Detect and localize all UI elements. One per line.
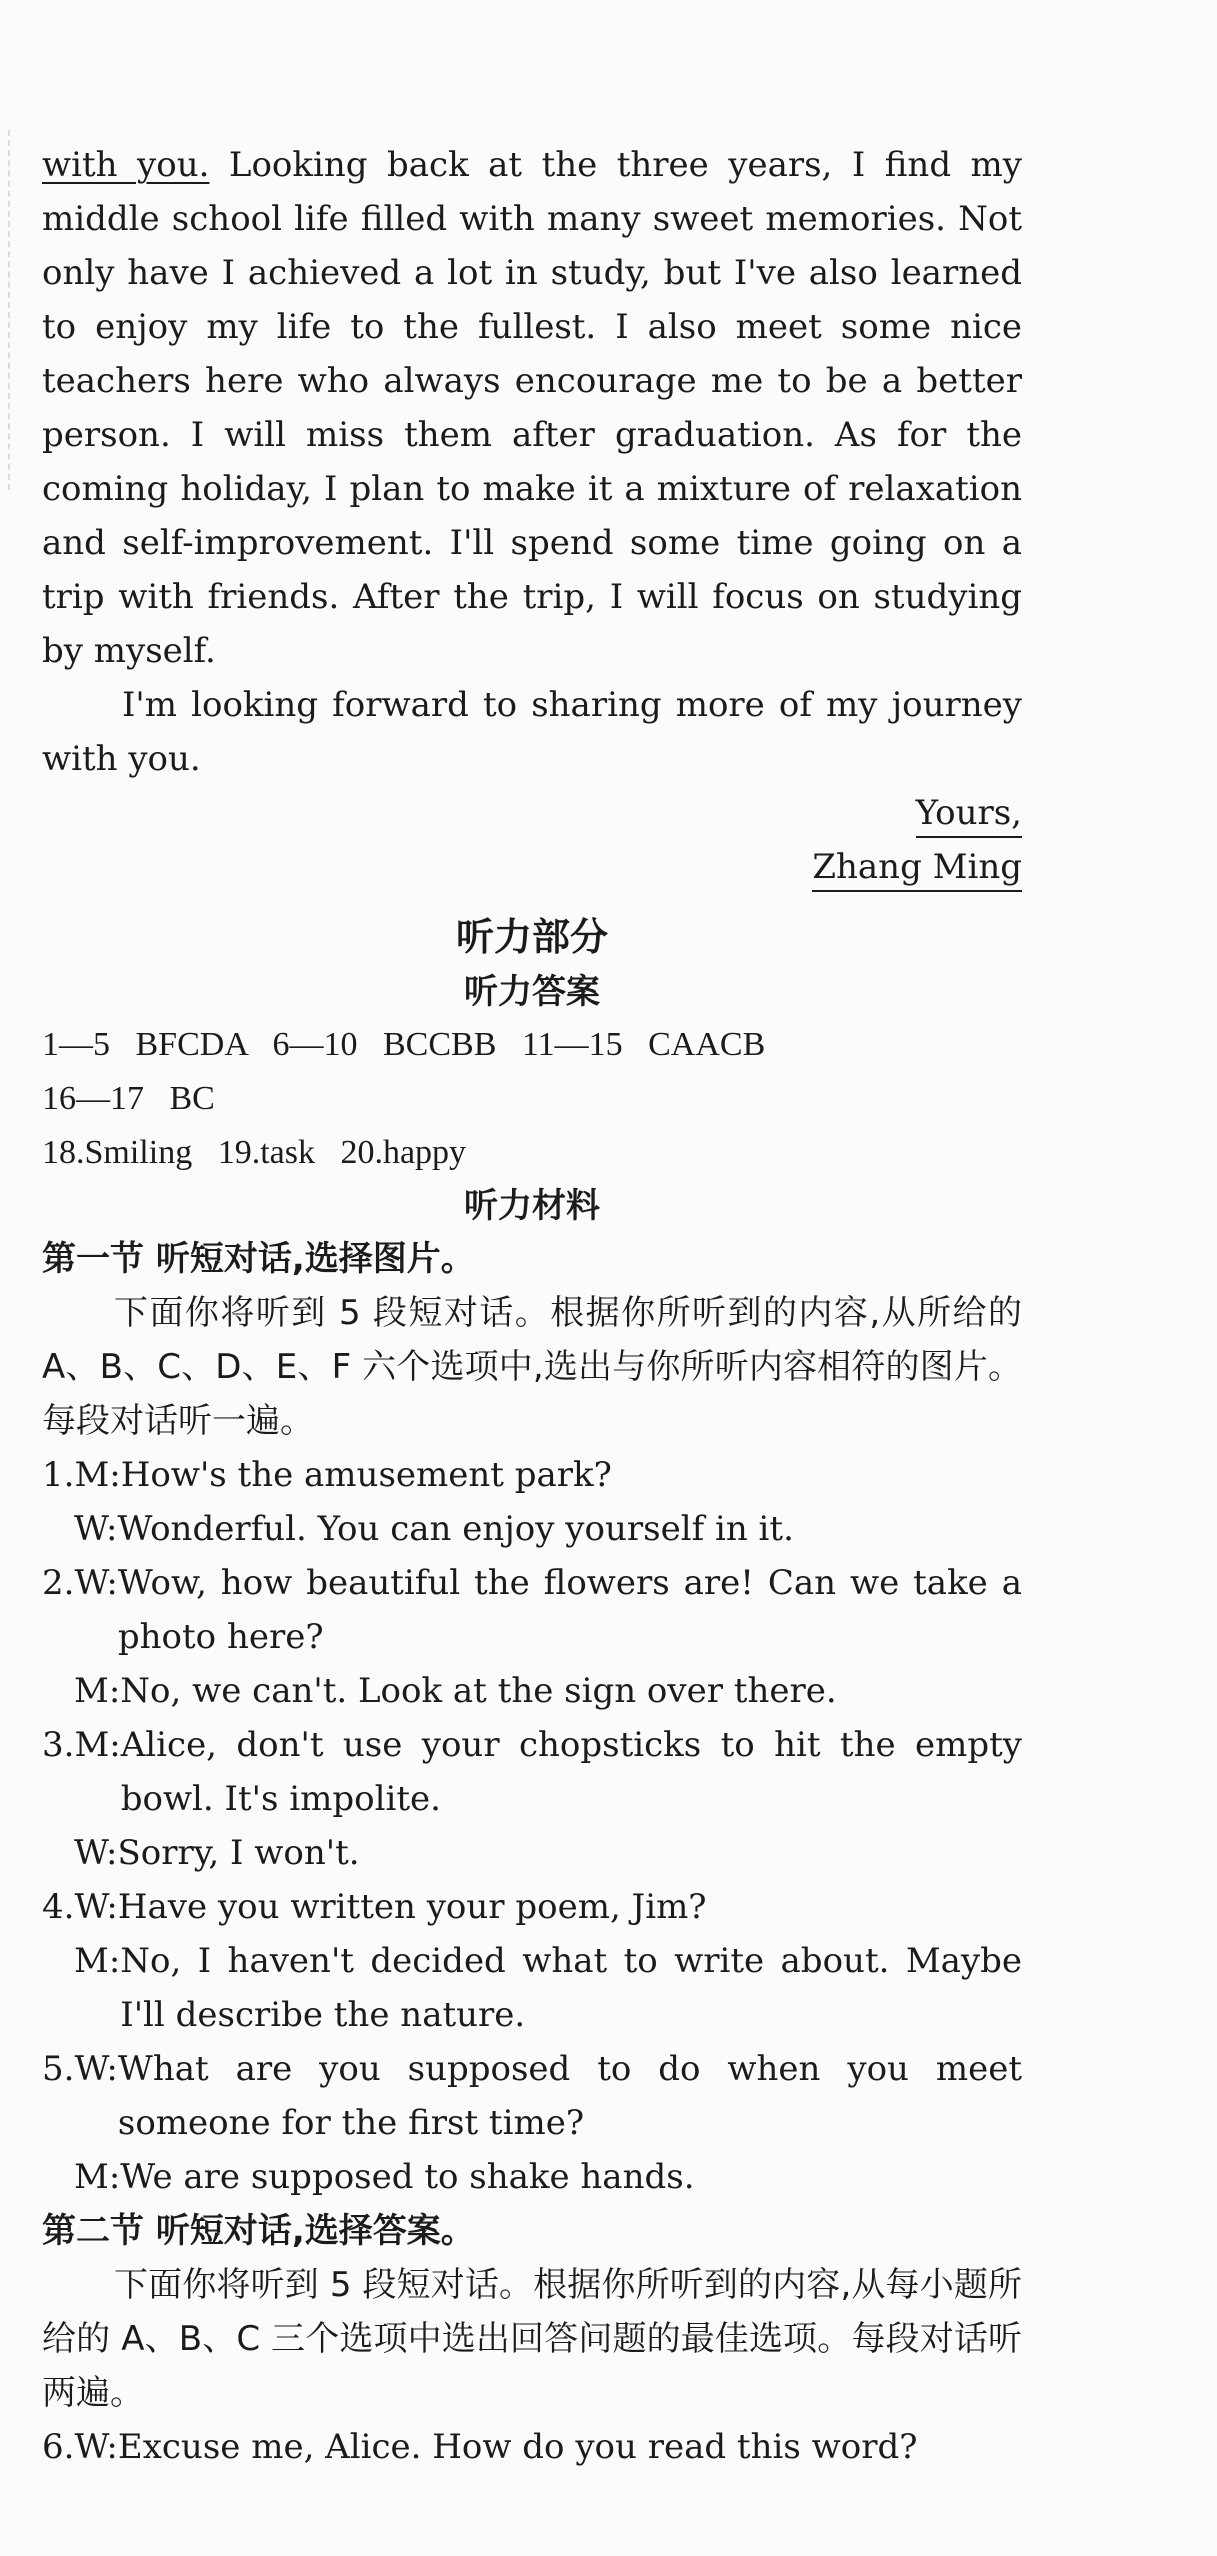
answers-title: 听力答案 bbox=[464, 972, 600, 1012]
dialogue-speaker: M: bbox=[74, 1941, 121, 1981]
dialogue-line bbox=[42, 1448, 1022, 1502]
letter-signature bbox=[42, 840, 1022, 894]
dialogue-speaker: 3.M: bbox=[42, 1725, 121, 1765]
document-content bbox=[42, 138, 1022, 2474]
answers-line-3: 18.Smiling 19.task 20.happy bbox=[42, 1134, 467, 1171]
dialogue-line bbox=[42, 1718, 1022, 1826]
dialogue-text: No, we can't. Look at the sign over there. bbox=[120, 1671, 837, 1711]
dialogue-line bbox=[42, 2420, 1022, 2474]
part2-heading: 第二节 听短对话,选择答案。 bbox=[42, 2211, 475, 2251]
letter-paragraph-1 bbox=[42, 138, 1022, 678]
dialogue-speaker: 6.W: bbox=[42, 2427, 118, 2467]
dialogue-text: Wow, how beautiful the flowers are! Can we take a photo here? bbox=[117, 1563, 1022, 1657]
dialogue-text: Sorry, I won't. bbox=[117, 1833, 360, 1873]
dialogue-line bbox=[42, 1826, 1022, 1880]
dialogue-speaker: 5.W: bbox=[42, 2049, 118, 2089]
letter-closing bbox=[42, 786, 1022, 840]
dialogue-text: Excuse me, Alice. How do you read this word? bbox=[117, 2427, 918, 2467]
dialogue-text: Have you written your poem, Jim? bbox=[117, 1887, 707, 1927]
dialogue-line bbox=[42, 2150, 1022, 2204]
dialogue-text: We are supposed to shake hands. bbox=[120, 2157, 695, 2197]
dialogue-line bbox=[42, 1664, 1022, 1718]
signature-name: Zhang Ming bbox=[812, 844, 1022, 892]
dialogue-speaker: 2.W: bbox=[42, 1563, 118, 1603]
dialogue-line bbox=[42, 2042, 1022, 2150]
closing-yours: Yours, bbox=[916, 790, 1022, 838]
dialogue-text: No, I haven't decided what to write about. Maybe I'll describe the nature. bbox=[120, 1941, 1022, 2035]
dialogue-text: What are you supposed to do when you meet someone for the first time? bbox=[117, 2049, 1022, 2143]
answers-line-2: 16—17 BC bbox=[42, 1080, 215, 1117]
dialogue-speaker: M: bbox=[74, 1671, 121, 1711]
dialogue-text: How's the amusement park? bbox=[120, 1455, 612, 1495]
page-edge-divider bbox=[8, 130, 12, 490]
listening-section-title: 听力部分 bbox=[455, 915, 608, 959]
dialogue-speaker: M: bbox=[74, 2157, 121, 2197]
answers-line-1: 1—5 BFCDA 6—10 BCCBB 11—15 CAACB bbox=[42, 1026, 766, 1063]
part1-heading: 第一节 听短对话,选择图片。 bbox=[42, 1239, 475, 1279]
dialogue-text: Wonderful. You can enjoy yourself in it. bbox=[117, 1509, 794, 1549]
part2-dialogues bbox=[42, 2420, 1022, 2474]
dialogue-line bbox=[42, 1556, 1022, 1664]
dialogue-line bbox=[42, 1934, 1022, 2042]
dialogue-line bbox=[42, 1880, 1022, 1934]
part1-instructions: 下面你将听到 5 段短对话。根据你所听到的内容,从所给的 A、B、C、D、E、F 六个选项中,选出与你所听内容相符的图片。每段对话听一遍。 bbox=[42, 1293, 1022, 1441]
dialogue-text: Alice, don't use your chopsticks to hit the empty bowl. It's impolite. bbox=[120, 1725, 1022, 1819]
dialogue-speaker: W: bbox=[74, 1833, 118, 1873]
materials-title: 听力材料 bbox=[464, 1186, 600, 1226]
dialogue-line bbox=[42, 1502, 1022, 1556]
underlined-phrase: with you. bbox=[42, 145, 210, 185]
letter-paragraph-1-text: Looking back at the three years, I find my middle school life filled with many sweet memories. Not only have I achieved a lot in study, but I've also learned to enjoy my life to the fullest. I also meet some nice teachers here who always encourage me to be a better person. I will miss them after graduation. As for the coming holiday, I plan to make it a mixture of relaxation and self-improvement. I'll spend some time going on a trip with friends. After the trip, I will focus on studying by myself. bbox=[42, 145, 1022, 671]
part2-instructions: 下面你将听到 5 段短对话。根据你所听到的内容,从每小题所给的 A、B、C 三个选项中选出回答问题的最佳选项。每段对话听两遍。 bbox=[42, 2265, 1022, 2413]
dialogue-speaker: 4.W: bbox=[42, 1887, 118, 1927]
part1-dialogues bbox=[42, 1448, 1022, 2204]
dialogue-speaker: 1.M: bbox=[42, 1455, 121, 1495]
dialogue-speaker: W: bbox=[74, 1509, 118, 1549]
letter-paragraph-2: I'm looking forward to sharing more of my journey with you. bbox=[42, 685, 1022, 779]
